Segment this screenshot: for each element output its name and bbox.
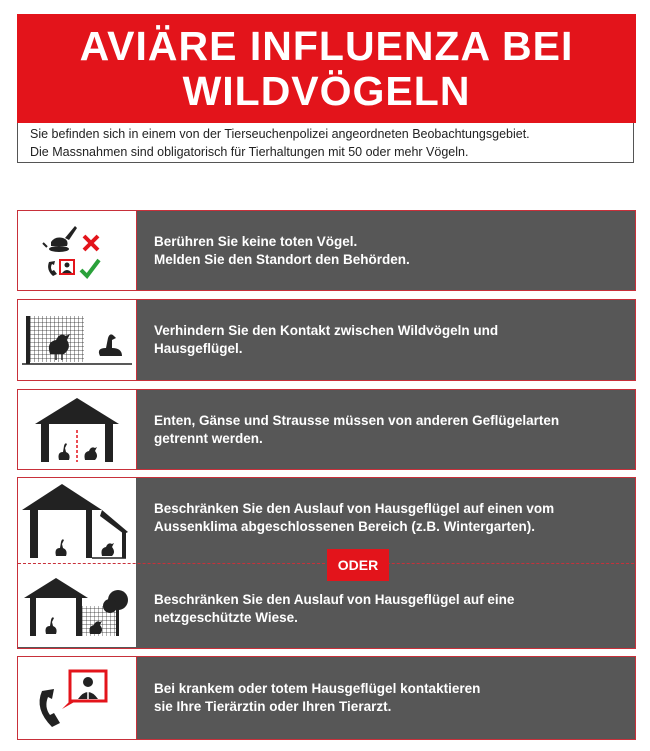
measure-row-3 — [17, 389, 636, 470]
barn-separation-icon — [18, 390, 137, 469]
measure-3-line-1: Enten, Gänse und Strausse müssen von anderen Geflügelarten — [154, 412, 560, 428]
phone-vet-icon — [18, 657, 137, 739]
measure-1-line-1: Berühren Sie keine toten Vögel. — [154, 233, 358, 249]
measure-6-line-1: Bei krankem oder totem Hausgeflügel kontaktieren — [154, 681, 481, 696]
measure-row-2 — [17, 299, 636, 381]
title-banner — [17, 14, 636, 123]
measure-4-line-2: Aussenklima abgeschlossenen Bereich (z.B. Wintergarten). — [154, 519, 535, 534]
measure-text-6 — [137, 657, 635, 739]
measure-text-1 — [137, 211, 635, 290]
title-line-1: AVIÄRE INFLUENZA BEI — [79, 22, 574, 69]
measure-text-5 — [154, 591, 514, 627]
intro-box — [17, 123, 634, 163]
measure-3-line-2: getrennt werden. — [154, 430, 263, 446]
separator-oder-badge: ODER — [327, 549, 389, 581]
intro-line-1: Sie befinden sich in einem von der Tierseuchenpolizei angeordneten Beobachtungsgebiet. — [30, 127, 530, 141]
measure-2-line-1: Verhindern Sie den Kontakt zwischen Wildvögeln und — [154, 323, 499, 338]
measure-row-4-5 — [17, 477, 636, 649]
measure-5-line-1: Beschränken Sie den Auslauf von Hausgeflügel auf eine — [154, 592, 515, 607]
measure-row-1 — [17, 210, 636, 291]
measure-6-line-2: sie Ihre Tierärztin oder Ihren Tierarzt. — [154, 699, 392, 714]
measure-text-2 — [137, 300, 635, 380]
measure-2-line-2: Hausgeflügel. — [154, 341, 243, 356]
closed-barn-icon — [22, 482, 130, 560]
measure-1-line-2: Melden Sie den Standort den Behörden. — [154, 251, 410, 267]
measure-text-4 — [154, 500, 554, 536]
net-fence-bird-icon — [18, 300, 137, 380]
measure-5-line-2: netzgeschützte Wiese. — [154, 610, 298, 625]
separator-dashed-line — [18, 563, 634, 564]
dead-bird-and-phone-icon — [18, 211, 137, 290]
intro-line-2: Die Massnahmen sind obligatorisch für Tierhaltungen mit 50 oder mehr Vögeln. — [30, 145, 469, 159]
measure-row-6 — [17, 656, 636, 740]
measure-text-3 — [137, 390, 635, 469]
netted-meadow-icon — [22, 576, 130, 638]
measure-4-line-1: Beschränken Sie den Auslauf von Hausgeflügel auf einen vom — [154, 501, 555, 516]
title-line-2: WILDVÖGELN — [182, 67, 471, 114]
